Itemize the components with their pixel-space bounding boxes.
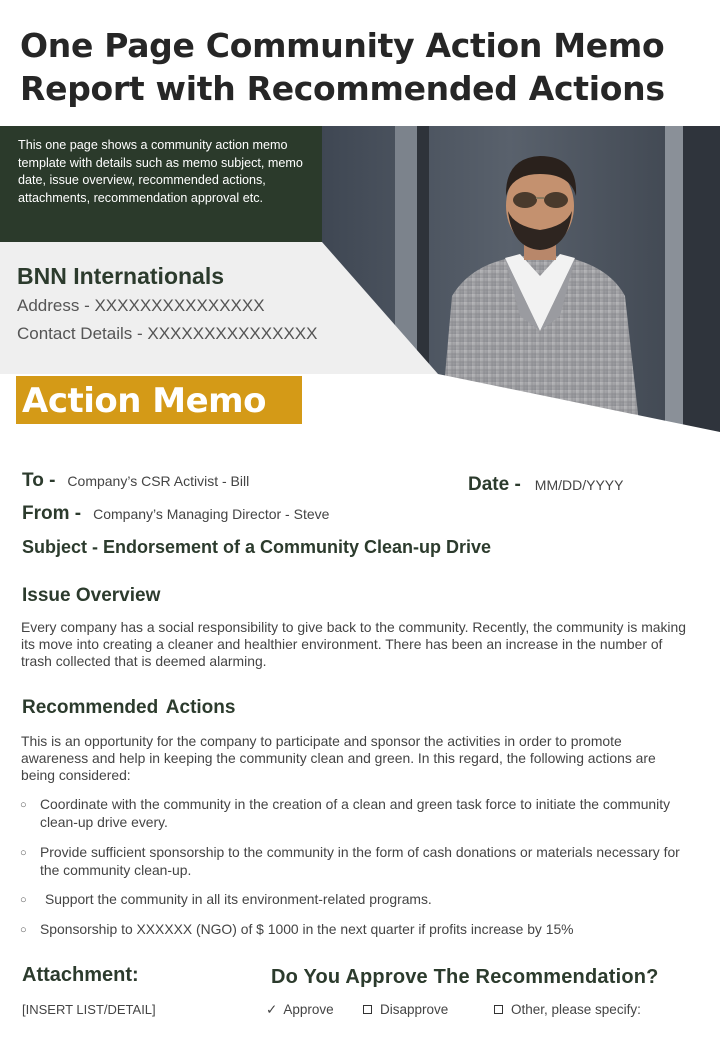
company-contact: Contact Details - XXXXXXXXXXXXXXX [17, 324, 318, 343]
page-title: One Page Community Action Memo Report with Recommended Actions [20, 26, 665, 108]
intro-text: This one page shows a community action memo template with details such as memo subject, memo date, issue overview, recommended actions, attachments, recommendation approval etc. [18, 138, 303, 205]
date-value: MM/DD/YYYY [534, 477, 624, 493]
company-address: Address - XXXXXXXXXXXXXXX [17, 296, 265, 315]
issue-overview-text: Every company has a social responsibility to give back to the community. Recently, the community is making its move into creating a cleaner and healthier environment. There has been an increase in the number of trash collected that is deemed alarming. [21, 619, 686, 669]
bullet-circle-icon: ○ [20, 894, 27, 906]
memo-subject: Subject - Endorsement of a Community Clean-up Drive [22, 537, 492, 557]
from-value: Company’s Managing Director - Steve [93, 506, 330, 522]
checkmark-icon: ✓ [266, 1002, 278, 1017]
list-item: ○ Provide sufficient sponsorship to the community in the form of cash donations or materials necessary for the community clean-up. [20, 844, 680, 878]
action-memo-banner [16, 376, 302, 424]
checkbox-icon[interactable] [363, 1005, 372, 1014]
disapprove-option[interactable] [363, 1002, 448, 1017]
bullet-circle-icon: ○ [20, 924, 27, 936]
from-label: From - [22, 503, 82, 524]
date-label: Date - [468, 474, 521, 495]
memo-from [22, 503, 329, 525]
memo-to [22, 470, 249, 492]
list-item: ○ Support the community in all its environment-related programs. [20, 891, 432, 907]
bullet-circle-icon: ○ [20, 847, 27, 859]
action-memo-label: Action Memo [22, 381, 266, 421]
other-label: Other, please specify: [511, 1002, 641, 1017]
approve-option[interactable] [266, 1002, 334, 1018]
checkbox-icon[interactable] [494, 1005, 503, 1014]
memo-date [468, 474, 623, 496]
list-item: ○ Sponsorship to XXXXXX (NGO) of $ 1000 in the next quarter if profits increase by 15% [20, 921, 574, 937]
recommended-actions-heading: Recommended Actions [22, 697, 236, 718]
approval-heading: Do You Approve The Recommendation? [271, 966, 659, 988]
attachment-heading: Attachment: [22, 964, 139, 986]
list-item: ○ Coordinate with the community in the creation of a clean and green task force to initiate the community clean-up drive every. [20, 796, 671, 830]
recommended-actions-intro: This is an opportunity for the company to participate and sponsor the activities in order to promote awareness and help in keeping the community clean and green. In this regard, the following actions are being considered: [21, 733, 656, 783]
attachment-detail: [INSERT LIST/DETAIL] [22, 1002, 156, 1017]
bullet-circle-icon: ○ [20, 799, 27, 811]
issue-overview-heading: Issue Overview [22, 585, 161, 606]
intro-box [0, 126, 322, 242]
other-option[interactable] [494, 1002, 641, 1017]
approve-label: Approve [283, 1002, 334, 1017]
to-value: Company’s CSR Activist - Bill [67, 473, 250, 489]
to-label: To - [22, 470, 56, 491]
disapprove-label: Disapprove [380, 1002, 449, 1017]
company-name: BNN Internationals [17, 263, 225, 289]
